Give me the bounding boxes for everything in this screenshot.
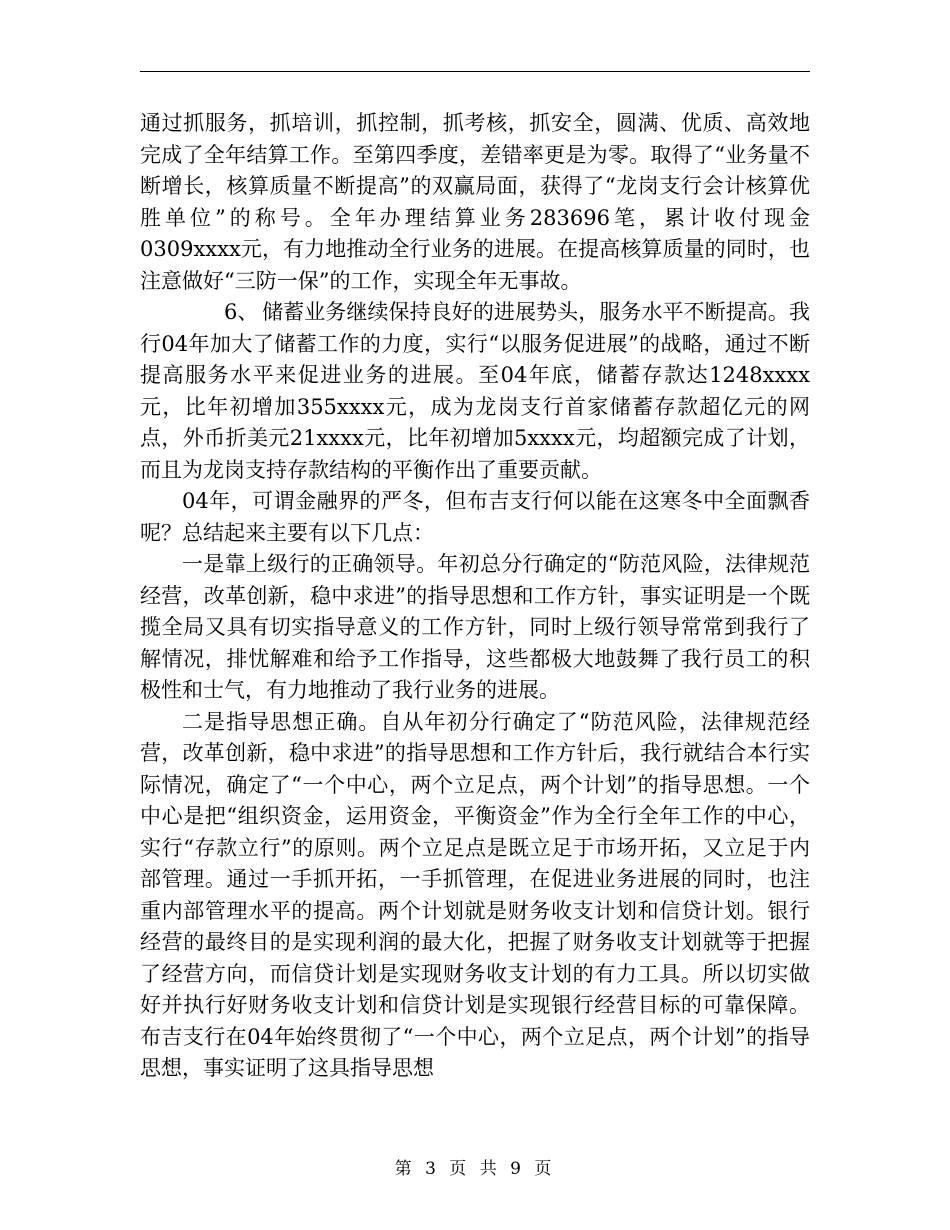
paragraph-point-two: 二是指导思想正确。自从年初分行确定了“防范风险，法律规范经营，改革创新，稳中求进”的指导思想和工作方针后，我行就结合本行实际情况，确定了“一个中心，两个立足点，两个计划”的指导思想。一个中心是把“组织资金，运用资金，平衡资金”作为全行全年工作的中心，实行“存款立行”的原则。两个立足点是既立足于市场开拓，又立足于内部管理。通过一手抓开拓，一手抓管理，在促进业务进展的同时，也注重内部管理水平的提高。两个计划就是财务收支计划和信贷计划。银行经营的最终目的是实现利润的最大化，把握了财务收支计划就等于把握了经营方向，而信贷计划是实现财务收支计划的有力工具。所以切实做好并执行好财务收支计划和信贷计划是实现银行经营目标的可靠保障。布吉支行在04年始终贯彻了“一个中心，两个立足点，两个计划”的指导思想，事实证明了这具指导思想 <box>140 709 810 1080</box>
header-rule <box>140 71 810 72</box>
paragraph-summary: 04年，可谓金融界的严冬，但布吉支行何以能在这寒冬中全面飘香呢？总结起来主要有以下几点： <box>140 489 810 545</box>
paragraph-point-one: 一是靠上级行的正确领导。年初总分行确定的“防范风险，法律规范经营，改革创新，稳中求进”的指导思想和工作方针，事实证明是一个既揽全局又具有切实指导意义的工作方针，同时上级行领导常常到我行了解情况，排忧解难和给予工作指导，这些都极大地鼓舞了我行员工的积极性和士气，有力地推动了我行业务的进展。 <box>140 552 810 702</box>
page-footer: 第 3 页 共 9 页 <box>394 1159 556 1179</box>
item-number: 6、 <box>224 300 259 324</box>
paragraph-savings <box>140 297 810 486</box>
body-text <box>140 108 810 1085</box>
paragraph-savings-text: 储蓄业务继续保持良好的进展势头，服务水平不断提高。我行04年加大了储蓄工作的力度，实行“以服务促进展”的战略，通过不断提高服务水平来促进业务的进展。至04年底，储蓄存款达1248xxxx元，比年初增加355xxxx元，成为龙岗支行首家储蓄存款超亿元的网点，外币折美元21xxxx元，比年初增加5xxxx元，均超额完成了计划，而且为龙岗支持存款结构的平衡作出了重要贡献。 <box>140 300 810 482</box>
paragraph-settlement: 通过抓服务，抓培训，抓控制，抓考核，抓安全，圆满、优质、高效地完成了全年结算工作。至第四季度，差错率更是为零。取得了“业务量不断增长，核算质量不断提高”的双赢局面，获得了“龙岗支行会计核算优胜单位”的称号。全年办理结算业务283696笔，累计收付现金0309xxxx元，有力地推动全行业务的进展。在提高核算质量的同时，也注意做好“三防一保”的工作，实现全年无事故。 <box>140 111 810 293</box>
